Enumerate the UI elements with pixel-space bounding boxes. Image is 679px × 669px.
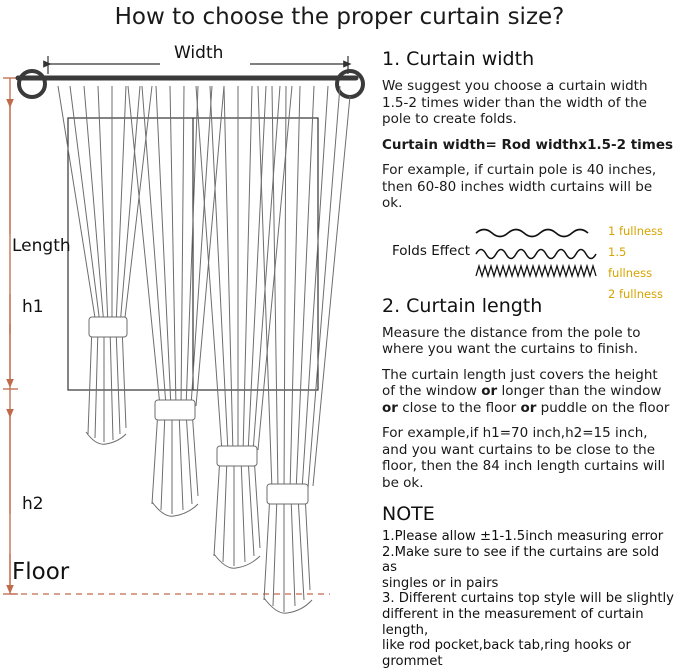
curtain-length-paragraph-3: For example,if h1=70 inch,h2=15 inch, and you want curtains to be close to the floor, then the 84 inch length curtains will be ok.	[382, 425, 665, 491]
folds-effect-label: Folds Effect	[392, 242, 471, 259]
note-line-5: different in the measurement of curtain length,	[382, 606, 644, 638]
len-p2-c: close to the floor	[397, 399, 521, 416]
note-line-1: 1.Please allow ±1-1.5inch measuring error	[382, 529, 664, 544]
curtain-width-paragraph-2: For example, if curtain pole is 40 inches, then 60-80 inches width curtains will be ok.	[382, 162, 657, 211]
folds-effect-diagram	[382, 221, 674, 301]
section-heading-note: NOTE	[382, 503, 435, 525]
section-heading-curtain-length: 2. Curtain length	[382, 294, 543, 317]
curtain-length-paragraph-2	[382, 367, 674, 417]
note-line-3: singles or in pairs	[382, 575, 499, 591]
note-line-4: 3. Different curtains top style will be slightly	[382, 591, 674, 607]
h1-label: h1	[22, 297, 44, 317]
len-p2-or3: or	[520, 399, 537, 416]
folds-legend-item-1: 1 fullness	[608, 223, 664, 238]
curtain-width-paragraph-1: We suggest you choose a curtain width 1.5-2 times wider than the width of the pole to create folds.	[382, 78, 648, 127]
len-p2-a: The curtain length just covers the height of the window	[382, 366, 658, 399]
folds-legend-item-2: 1.5 fullness	[608, 244, 653, 280]
folds-legend	[608, 221, 674, 305]
curtain-diagram	[0, 34, 372, 617]
curtain-length-paragraph-1: Measure the distance from the pole to where you want the curtains to finish.	[382, 324, 641, 357]
width-label: Width	[174, 43, 224, 63]
curtain-width-formula: Curtain width= Rod widthx1.5-2 times	[382, 136, 674, 153]
len-p2-or1: or	[481, 383, 498, 399]
page-title: How to choose the proper curtain size?	[114, 4, 565, 30]
folds-legend-item-3: 2 fullness	[608, 286, 664, 301]
length-label: Length	[12, 236, 71, 256]
h2-label: h2	[22, 494, 44, 514]
len-p2-d: puddle on the floor	[536, 399, 670, 416]
floor-label: Floor	[12, 559, 70, 585]
section-heading-curtain-width: 1. Curtain width	[382, 48, 535, 70]
instructions-column	[382, 48, 674, 669]
len-p2-b: longer than the window	[497, 383, 662, 399]
folds-waves	[474, 221, 606, 285]
note-line-6: like rod pocket,back tab,ring hooks or grommet	[382, 638, 631, 669]
len-p2-or2: or	[382, 399, 398, 416]
note-line-2: 2.Make sure to see if the curtains are sold as	[382, 544, 660, 576]
